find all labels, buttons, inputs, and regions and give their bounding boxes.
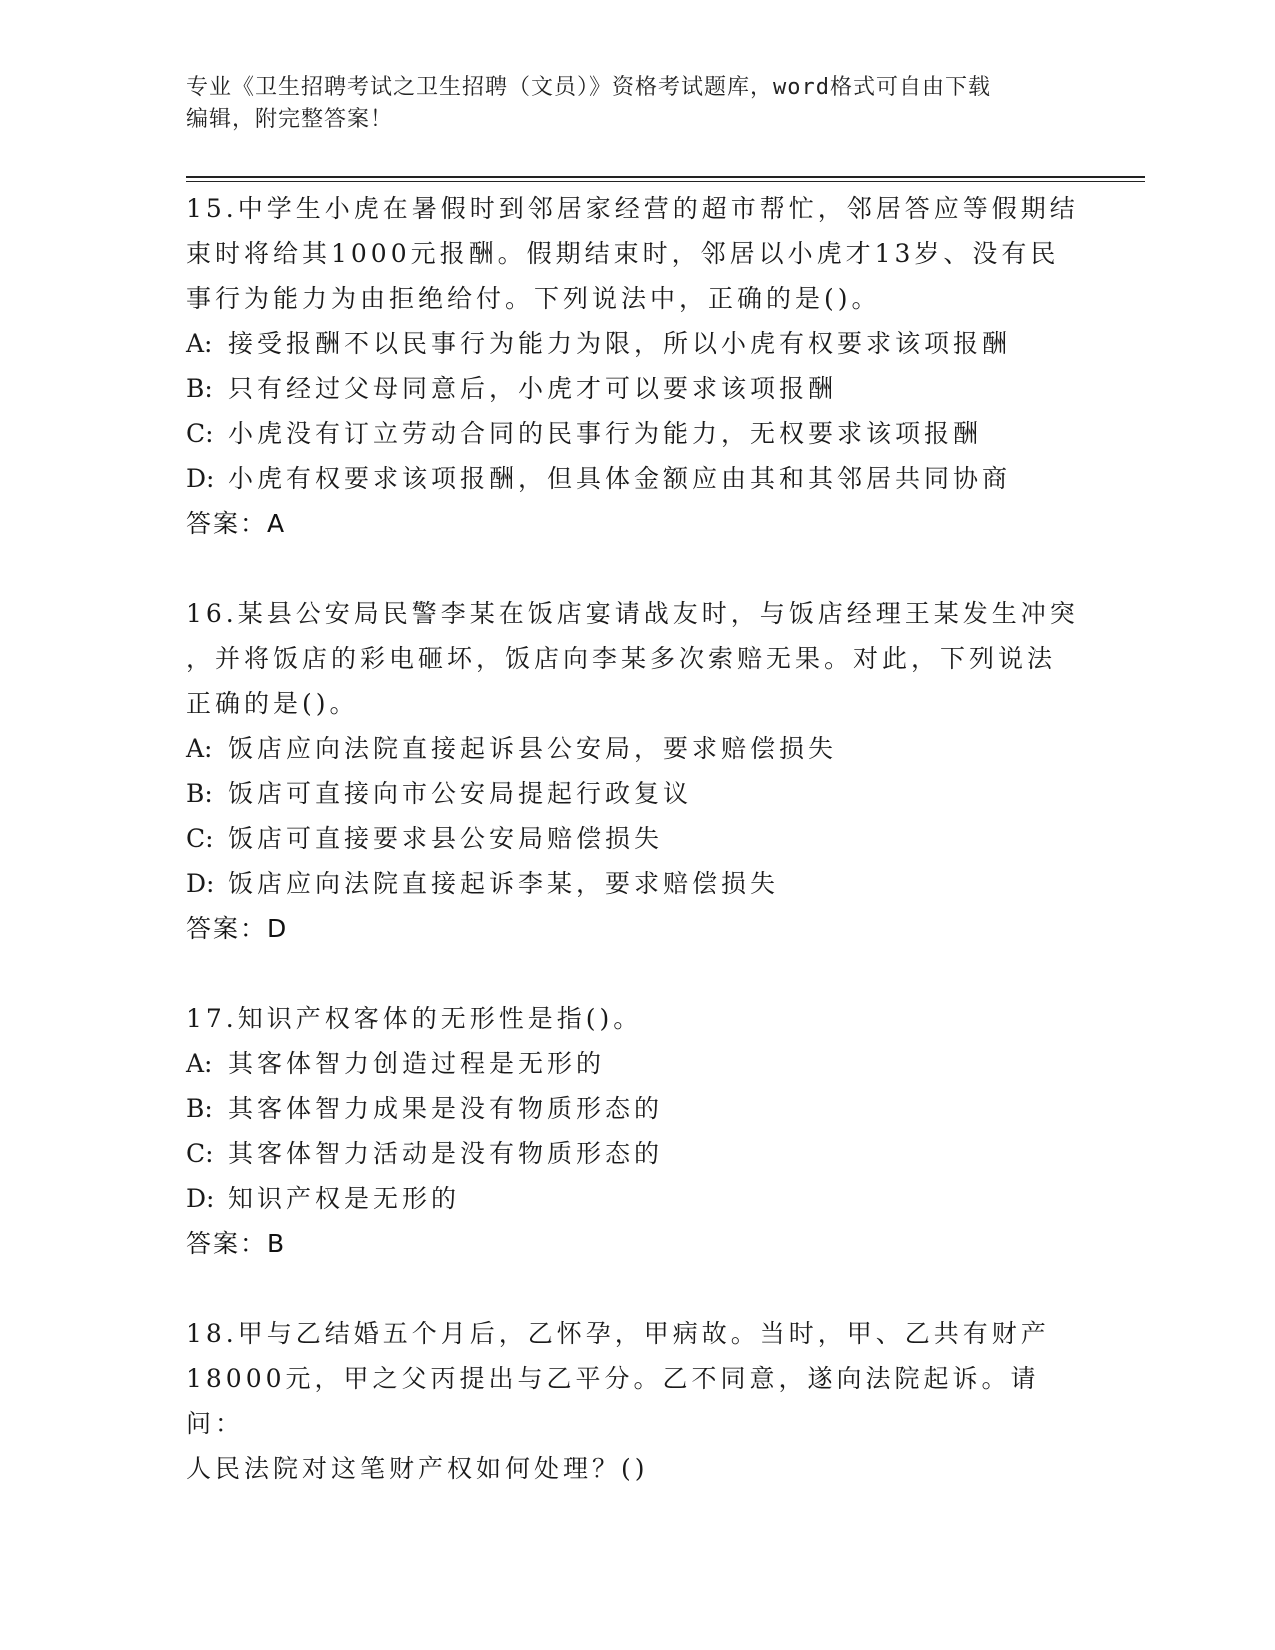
question-block-15 (186, 186, 1086, 546)
option-text: 饭店可直接向市公安局提起行政复议 (228, 779, 693, 808)
option-a (186, 726, 1086, 771)
question-list (186, 186, 1086, 1491)
question-line: 17.知识产权客体的无形性是指()。 (186, 1004, 643, 1033)
option-text: 其客体智力创造过程是无形的 (228, 1049, 606, 1078)
question-line: 人民法院对这笔财产权如何处理？() (186, 1454, 649, 1483)
option-key: A: (186, 329, 213, 358)
option-text: 只有经过父母同意后，小虎才可以要求该项报酬 (228, 374, 838, 403)
option-key: C: (186, 419, 214, 448)
header-line-2: 编辑，附完整答案！ (186, 107, 394, 132)
spacer (186, 951, 1086, 996)
option-b (186, 366, 1086, 411)
option-text: 接受报酬不以民事行为能力为限，所以小虎有权要求该项报酬 (228, 329, 1012, 358)
option-key: A: (186, 1049, 213, 1078)
question-line: 18000元，甲之父丙提出与乙平分。乙不同意，遂向法院起诉。请问： (186, 1364, 1040, 1438)
answer-line: 答案：A (186, 509, 287, 538)
option-key: B: (186, 1094, 213, 1123)
option-key: D: (186, 1184, 215, 1213)
question-block-18 (186, 1311, 1086, 1491)
option-key: B: (186, 374, 213, 403)
header-rule-thin (186, 181, 1145, 182)
page-header (186, 72, 1066, 136)
option-key: C: (186, 824, 214, 853)
option-text: 小虎没有订立劳动合同的民事行为能力，无权要求该项报酬 (228, 419, 983, 448)
option-key: D: (186, 464, 215, 493)
question-line: 束时将给其1000元报酬。假期结束时，邻居以小虎才13岁、没有民 (186, 239, 1060, 268)
question-line: 15.中学生小虎在暑假时到邻居家经营的超市帮忙，邻居答应等假期结 (186, 194, 1079, 223)
option-a (186, 321, 1086, 366)
option-b (186, 1086, 1086, 1131)
question-block-16 (186, 591, 1086, 951)
answer-line: 答案：D (186, 914, 289, 943)
option-d (186, 1176, 1086, 1221)
option-a (186, 1041, 1086, 1086)
option-d (186, 456, 1086, 501)
option-text: 其客体智力活动是没有物质形态的 (228, 1139, 664, 1168)
option-text: 小虎有权要求该项报酬，但具体金额应由其和其邻居共同协商 (228, 464, 1012, 493)
option-c (186, 1131, 1086, 1176)
option-text: 知识产权是无形的 (228, 1184, 461, 1213)
option-b (186, 771, 1086, 816)
option-text: 饭店应向法院直接起诉李某，要求赔偿损失 (228, 869, 780, 898)
option-c (186, 816, 1086, 861)
question-line: ，并将饭店的彩电砸坏，饭店向李某多次索赔无果。对此，下列说法 (186, 644, 1057, 673)
option-key: C: (186, 1139, 214, 1168)
question-line: 16.某县公安局民警李某在饭店宴请战友时，与饭店经理王某发生冲突 (186, 599, 1079, 628)
option-key: B: (186, 779, 213, 808)
spacer (186, 546, 1086, 591)
option-text: 其客体智力成果是没有物质形态的 (228, 1094, 664, 1123)
option-c (186, 411, 1086, 456)
option-text: 饭店应向法院直接起诉县公安局，要求赔偿损失 (228, 734, 838, 763)
option-key: A: (186, 734, 213, 763)
header-line-1: 专业《卫生招聘考试之卫生招聘（文员）》资格考试题库，word格式可自由下载 (186, 75, 991, 100)
answer-line: 答案：B (186, 1229, 287, 1258)
option-text: 饭店可直接要求县公安局赔偿损失 (228, 824, 664, 853)
option-d (186, 861, 1086, 906)
question-line: 18.甲与乙结婚五个月后，乙怀孕，甲病故。当时，甲、乙共有财产 (186, 1319, 1050, 1348)
question-block-17 (186, 996, 1086, 1266)
question-line: 事行为能力为由拒绝给付。下列说法中，正确的是()。 (186, 284, 881, 313)
question-line: 正确的是()。 (186, 689, 359, 718)
option-key: D: (186, 869, 215, 898)
header-rule-thick (186, 176, 1145, 178)
spacer (186, 1266, 1086, 1311)
